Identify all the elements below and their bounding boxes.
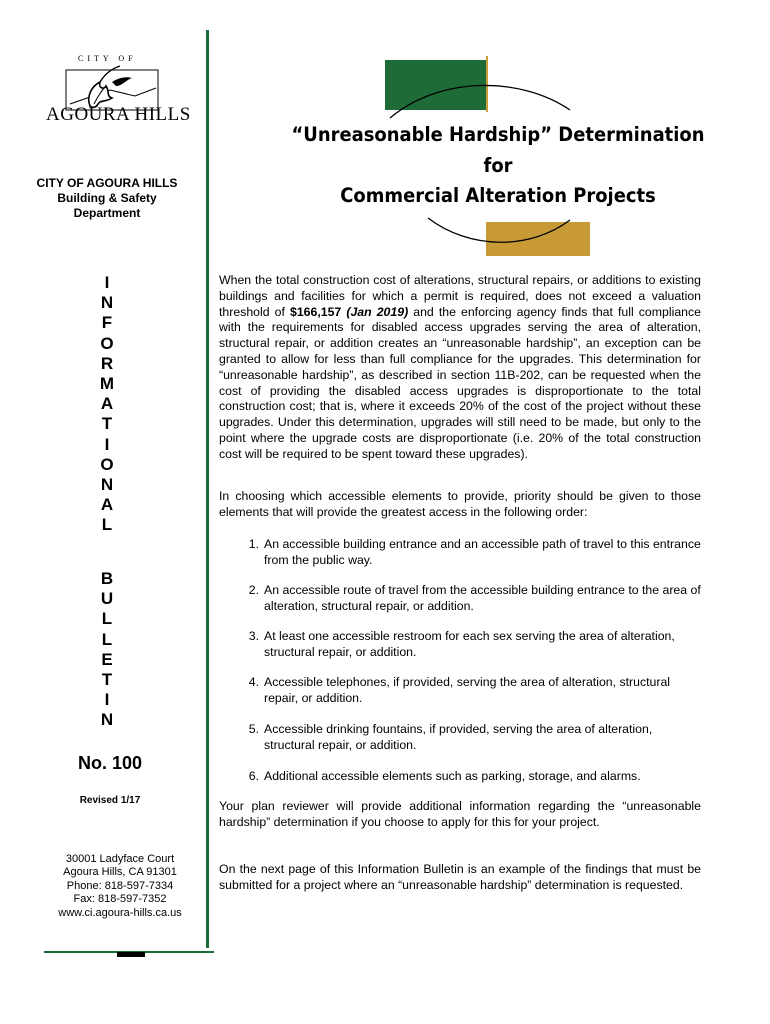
vertical-word-bulletin: B U L L E T I N (100, 569, 114, 730)
priority-paragraph: In choosing which accessible elements to provide, priority should be given to those elements that will provide the greatest access in the following order: (219, 489, 701, 519)
department-header (22, 176, 192, 221)
list-item-number: 3. (248, 629, 259, 643)
org-line-1: CITY OF AGOURA HILLS (36, 176, 178, 190)
intro-text-a: When the total construction cost of alterations, structural repairs, or additions to existing buildings and facilities for which a permit is required, does not exceed a valuation threshold of (219, 273, 701, 319)
city-logo (40, 52, 191, 130)
list-item-number: 5. (248, 722, 259, 736)
address-block (30, 853, 210, 920)
list-item-text: At least one accessible restroom for each sex serving the area of alteration, structural repair, or addition. (264, 629, 675, 659)
intro-paragraph (219, 273, 701, 463)
valuation-amount: $166,157 (289, 304, 342, 319)
bulletin-number: No. 100 (77, 753, 143, 773)
list-item-text: Additional accessible elements such as parking, storage, and alarms. (264, 769, 641, 783)
address-street: 30001 Ladyface Court (65, 853, 175, 865)
reviewer-paragraph: Your plan reviewer will provide additional information regarding the “unreasonable hardship” determination if you choose to apply for this for your project. (219, 799, 701, 829)
address-phone: Phone: 818-597-7334 (66, 879, 174, 892)
title-line-3: Commercial Alteration Projects (340, 184, 656, 207)
org-line-2: Building & Safety (57, 191, 157, 205)
address-city: Agoura Hills, CA 91301 (63, 866, 177, 879)
list-item-text: Accessible telephones, if provided, serving the area of alteration, structural repair, or addition. (264, 675, 671, 705)
address-fax: Fax: 818-597-7352 (73, 893, 167, 906)
page-title (261, 120, 736, 212)
next-page-paragraph: On the next page of this Information Bulletin is an example of the findings that must be submitted for a project where an “unreasonable hardship” determination is requested. (219, 862, 701, 892)
list-item-text: An accessible route of travel from the accessible building entrance to the area of alteration, structural repair, or addition. (264, 583, 701, 613)
logo-name-text: AGOURA HILLS (46, 104, 191, 125)
list-item-text: Accessible drinking fountains, if provided, serving the area of alteration, structural repair, or addition. (264, 722, 653, 752)
bottom-marker (117, 952, 145, 957)
vertical-divider (206, 30, 209, 948)
title-line-1: “Unreasonable Hardship” Determination (291, 123, 705, 146)
list-item-text: An accessible building entrance and an accessible path of travel to this entrance from the public way. (264, 537, 701, 567)
org-line-3: Department (73, 206, 141, 220)
intro-text-b: and the enforcing agency finds that full compliance with the requirements for disabled access upgrades serving the area of alteration, structural repair, or addition creates an “unreasonable hardship”, an exception can be granted to allow for less than full compliance for the upgrades. This determination for “unreasonable hardship”, as described in section 11B-202, can be requested when the cost of providing the disabled access upgrades is disproportionate to the total construction cost; that is, where it exceeds 20% of the cost of the project without these upgrades. Under this determination, upgrades will still need to be made, but only to the point where the upgrade costs are disproportionate (i.e. 20% of the total construction cost will be required to be spent toward these upgrades). (219, 304, 701, 461)
revised-date: Revised 1/17 (79, 795, 141, 806)
vertical-word-informational: I N F O R M A T I O N A L (99, 273, 115, 535)
list-item-number: 1. (248, 537, 259, 551)
address-web: www.ci.agoura-hills.ca.us (58, 906, 182, 919)
list-item-number: 4. (248, 675, 259, 689)
list-item-number: 6. (248, 769, 259, 783)
logo-city-text: CITY OF (78, 54, 137, 63)
title-line-2: for (483, 153, 513, 177)
list-item-number: 2. (248, 583, 259, 597)
valuation-date: (Jan 2019) (346, 304, 409, 319)
